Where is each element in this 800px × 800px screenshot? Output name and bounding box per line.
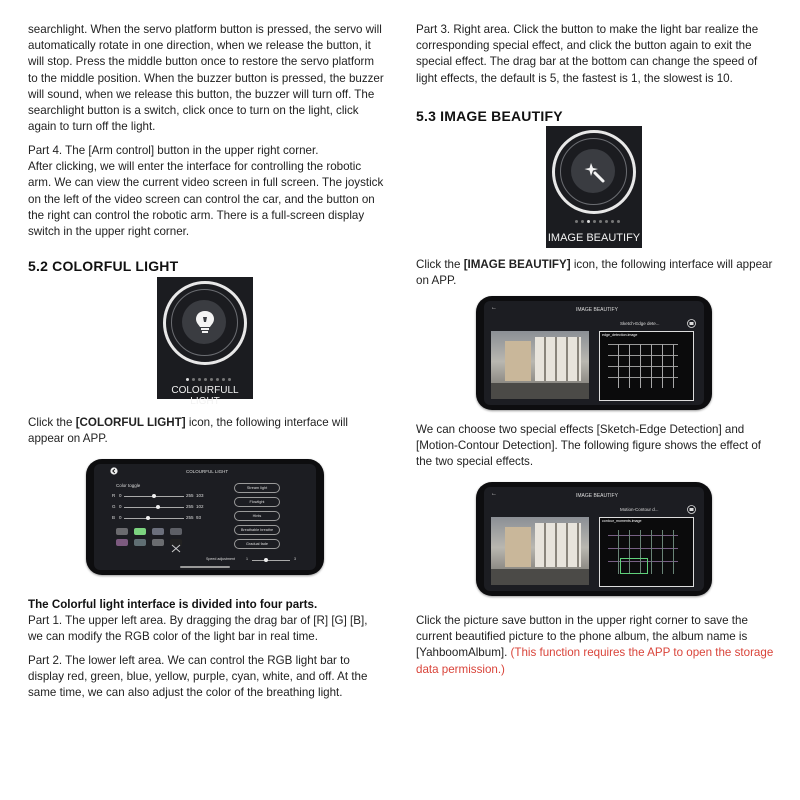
edge-lines [608, 344, 678, 388]
speed-max: 3 [294, 557, 296, 561]
colorful-tile-caption: COLOURFULL LIGHT [171, 385, 239, 407]
g-label: G [112, 504, 116, 509]
searchlight-paragraph: searchlight. When the servo platform button is pressed, the servo will automatically rotate in one direction, when we release the button, it will stop. Press the middle button once to restore the servo platform to the middle position. When the buzzer button is pressed, the buzzer will sound, when we release this button, the buzzer will turn off. The searchlight button is a switch, click once to turn on the light, click again to turn off the light. [28, 23, 384, 134]
swatch-2[interactable] [134, 528, 146, 535]
colorful-click-paragraph [28, 415, 384, 447]
effects-paragraph: We can choose two special effects [Sketch-Edge Detection] and [Motion-Contour Detection]. The following figure shows the effect of the two special effects. [416, 423, 761, 469]
speed-slider[interactable] [252, 560, 290, 561]
lightbulb-icon [195, 310, 215, 334]
beautify-phone-sketch [476, 296, 712, 410]
page-dots [575, 220, 620, 223]
b-min: 0 [119, 515, 122, 520]
effect-button-3[interactable]: Hints [234, 511, 280, 521]
speed-slider-knob[interactable] [264, 558, 268, 562]
home-indicator [180, 566, 230, 568]
swatch-5[interactable] [116, 539, 128, 546]
contour-panel-label: contour_moments.image [602, 519, 642, 523]
r-label: R [112, 493, 116, 498]
speed-min: 1 [246, 557, 248, 561]
save-picture-icon[interactable] [687, 319, 696, 328]
save-picture-icon[interactable] [687, 505, 696, 514]
b-label: B [112, 515, 116, 520]
r-max: 255 [186, 493, 194, 498]
beautify-tile-caption: IMAGE BEAUTIFY [547, 232, 641, 244]
swatch-4[interactable] [170, 528, 182, 535]
color-toggle-label: Color toggle [116, 483, 141, 488]
swatch-1[interactable] [116, 528, 128, 535]
save-paragraph [416, 613, 774, 678]
g-max: 255 [186, 504, 194, 509]
floor [491, 383, 589, 399]
g-slider-knob[interactable] [156, 505, 160, 509]
image-beautify-app-icon[interactable] [546, 126, 642, 248]
permission-note: (This function requires the APP to open the storage data permission.) [416, 646, 774, 676]
effect-button-4[interactable]: Breathable breathe [234, 525, 280, 535]
box-stack [505, 527, 531, 567]
text-bold-colorful: [COLORFUL LIGHT] [75, 416, 186, 429]
magic-wand-icon [583, 161, 605, 183]
page-dots [186, 378, 231, 381]
g-slider[interactable] [124, 507, 184, 508]
part2-paragraph: Part 2. The lower left area. We can control the RGB light bar to display red, green, blue, yellow, purple, cyan, white, and off. At the same time, we can also adjust the color of the breathing light. [28, 654, 368, 700]
heading-colorful-light: 5.2 COLORFUL LIGHT [28, 258, 179, 274]
floor [491, 569, 589, 585]
box-stack [505, 341, 531, 381]
colorful-light-phone [86, 459, 324, 575]
r-min: 0 [119, 493, 122, 498]
text-pre: Click the [28, 416, 76, 429]
b-max: 255 [186, 515, 194, 520]
part1-paragraph: Part 1. The upper left area. By dragging the drag bar of [R] [G] [B], we can modify the RGB color of the light bar in real time. [28, 614, 368, 644]
beautify-title-1: IMAGE BEAUTIFY [576, 307, 618, 313]
text-pre: Click the [416, 258, 464, 271]
contour-detection-panel [599, 517, 694, 587]
mode-selector-1[interactable]: Sketch-Edge dete... [620, 321, 660, 326]
part3-paragraph: Part 3. Right area. Click the button to make the light bar realize the corresponding special effect, and click the button again to exit the special effect. The drag bar at the bottom can change the speed of light effects, the default is 5, the fastest is 1, the slowest is 10. [416, 23, 759, 85]
colorful-light-app-icon[interactable] [157, 277, 253, 407]
mode-selector-2[interactable]: Motion-Contour d... [620, 507, 659, 512]
r-current: 103 [196, 493, 204, 498]
swatch-off[interactable] [170, 539, 182, 546]
b-slider[interactable] [124, 518, 184, 519]
part4-line1: Part 4. The [Arm control] button in the upper right corner. [28, 144, 319, 157]
contour-box [620, 558, 648, 574]
back-arrow-icon[interactable]: ← [491, 491, 497, 497]
part4-paragraph [28, 143, 384, 240]
colorful-light-screen [94, 464, 316, 570]
beautify-screen-contour [484, 487, 704, 591]
camera-feed-image [491, 517, 589, 585]
text-bold-beautify: [IMAGE BEAUTIFY] [463, 258, 571, 271]
g-current: 102 [196, 504, 204, 509]
back-arrow-icon[interactable]: ← [491, 305, 497, 311]
b-current: 93 [196, 515, 202, 520]
beautify-click-paragraph [416, 257, 774, 289]
swatch-6[interactable] [134, 539, 146, 546]
text-post: icon, the following interface will appear on APP. [28, 416, 349, 446]
swatch-7[interactable] [152, 539, 164, 546]
back-icon[interactable] [110, 467, 118, 475]
g-min: 0 [119, 504, 122, 509]
shelf [535, 337, 581, 381]
colorful-parts-title: The Colorful light interface is divided into four parts. [28, 598, 318, 611]
save-text: Click the picture save button in the upper right corner to save the current beautified picture to the phone album, the album name is [YahboomAlbum]. [416, 614, 748, 660]
beautify-screen-sketch [484, 301, 704, 405]
beautify-phone-contour [476, 482, 712, 596]
r-slider-knob[interactable] [152, 494, 156, 498]
text-post: icon, the following interface will appear on APP. [416, 258, 773, 288]
heading-image-beautify: 5.3 IMAGE BEAUTIFY [416, 108, 563, 124]
effect-button-5[interactable]: Gradual fade [234, 539, 280, 549]
swatch-3[interactable] [152, 528, 164, 535]
effect-button-1[interactable]: Stream light [234, 483, 280, 493]
speed-label: Speed adjustment [206, 557, 235, 561]
edge-panel-label: edge_detection.image [602, 333, 638, 337]
b-slider-knob[interactable] [146, 516, 150, 520]
effect-button-2[interactable]: Flowlight [234, 497, 280, 507]
beautify-title-2: IMAGE BEAUTIFY [576, 493, 618, 499]
colorful-app-title: COLOURFUL LIGHT [186, 469, 229, 474]
camera-feed-image [491, 331, 589, 399]
part4-rest: After clicking, we will enter the interface for controlling the robotic arm. We can view the current video screen in full screen. The joystick on the left of the video screen can control the car, and the button on the right can control the robotic arm. There is a full-screen display switch in the upper right corner. [28, 160, 384, 239]
shelf [535, 523, 581, 567]
edge-detection-panel [599, 331, 694, 401]
